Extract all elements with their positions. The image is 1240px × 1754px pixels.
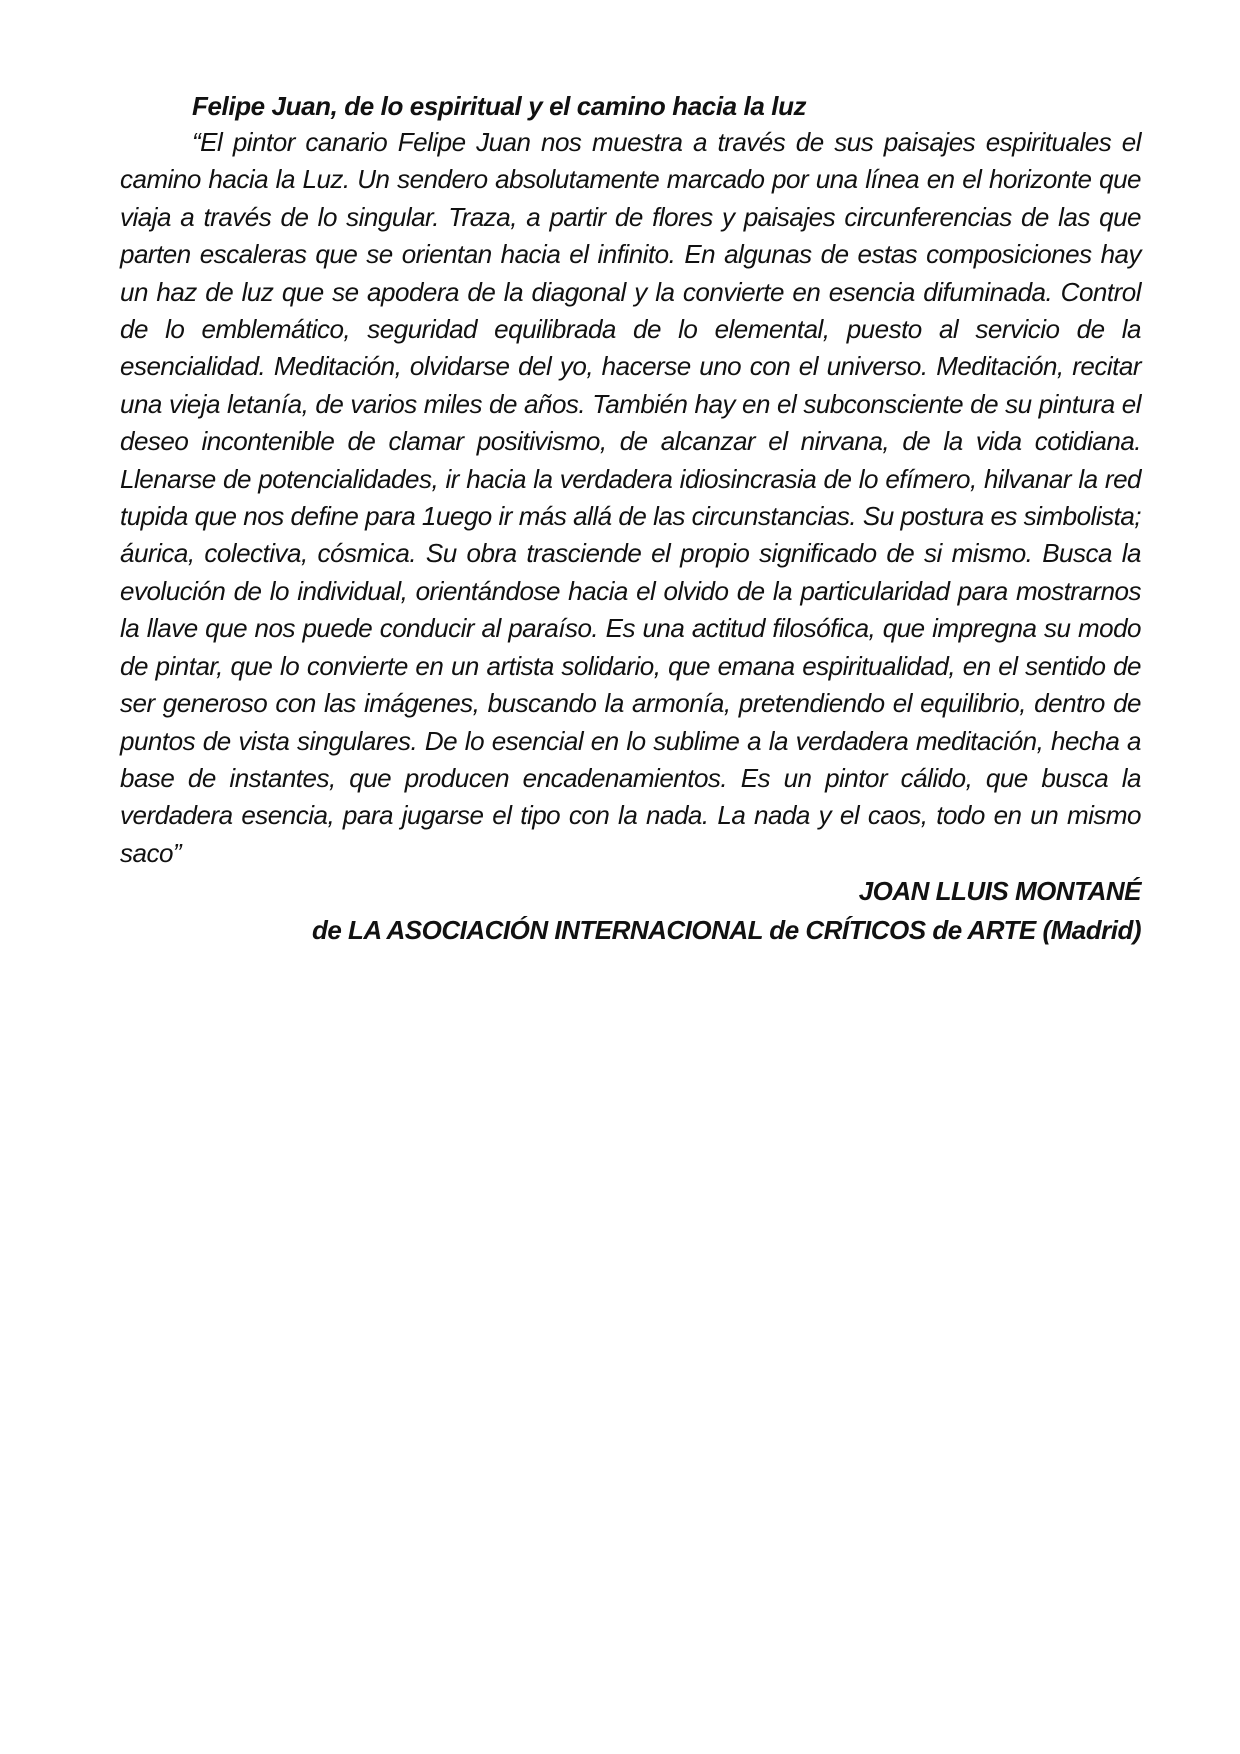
article-body: “El pintor canario Felipe Juan nos muestra a través de sus paisajes espirituales el camino hacia la Luz. Un sendero absolutamente marcado por una línea en el horizonte que viaja a través de lo singular. Traza, a partir de flores y paisajes circunferencias de las que parten escaleras que se orientan hacia el infinito. En algunas de estas composiciones hay un haz de luz que se apodera de la diagonal y la convierte en esencia difuminada. Control de lo emblemático, seguridad equilibrada de lo elemental, puesto al servicio de la esencialidad. Meditación, olvidarse del yo, hacerse uno con el universo. Meditación, recitar una vieja letanía, de varios miles de años. También hay en el subconsciente de su pintura el deseo incontenible de clamar positivismo, de alcanzar el nirvana, de la vida cotidiana. Llenarse de potencialidades, ir hacia la verdadera idiosincrasia de lo efímero, hilvanar la red tupida que nos define para 1uego ir más allá de las circunstancias. Su postura es simbolista; áurica, colectiva, cósmica. Su obra trasciende el propio significado de si mismo. Busca la evolución de lo individual, orientándose hacia el olvido de la particularidad para mostrarnos la llave que nos puede conducir al paraíso. Es una actitud filosófica, que impregna su modo de pintar, que lo convierte en un artista solidario, que emana espiritualidad, en el sentido de ser generoso con las imágenes, buscando la armonía, pretendiendo el equilibrio, dentro de puntos de vista singulares. De lo esencial en lo sublime a la verdadera meditación, hecha a base de instantes, que producen encadenamientos. Es un pintor cálido, que busca la verdadera esencia, para jugarse el tipo con la nada. La nada y el caos, todo en un mismo saco” <box>120 127 1141 868</box>
article-title: Felipe Juan, de lo espiritual y el camino hacia la luz <box>192 91 807 121</box>
author-name: JOAN LLUIS MONTANÉ <box>858 876 1141 907</box>
author-affiliation: de LA ASOCIACIÓN INTERNACIONAL de CRÍTICOS de ARTE (Madrid) <box>311 915 1141 946</box>
article <box>120 88 1141 950</box>
signature-block <box>120 872 1141 950</box>
